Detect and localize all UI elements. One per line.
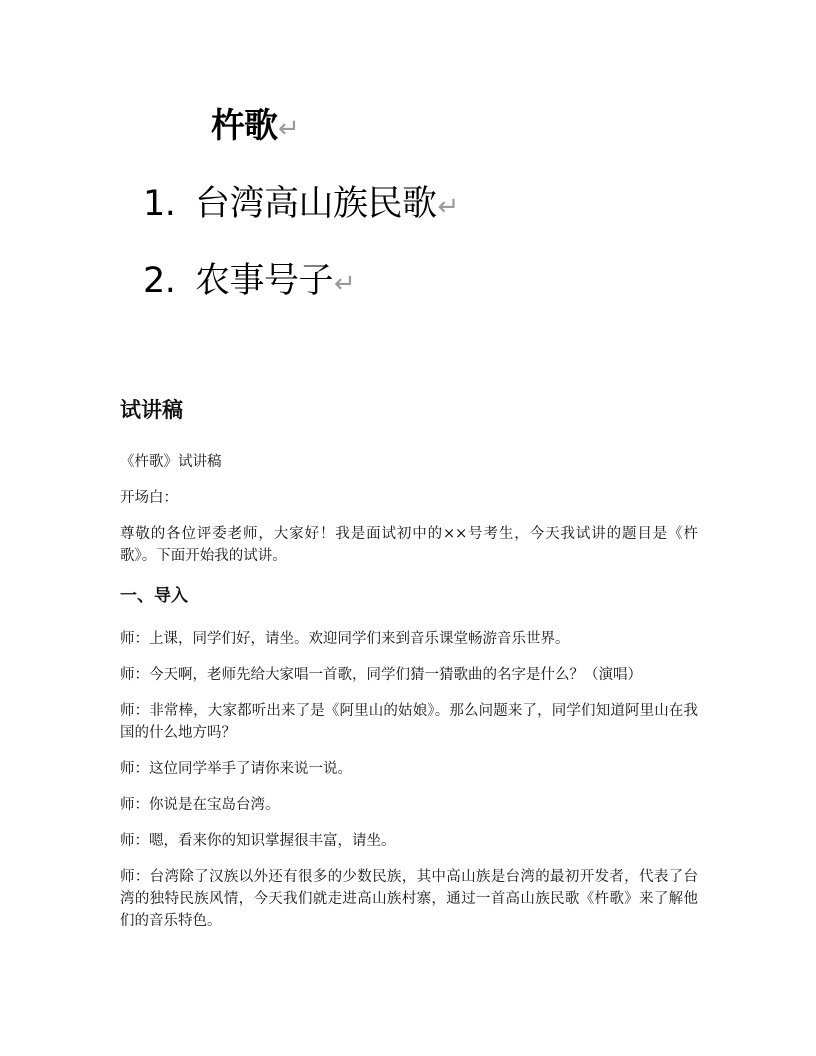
paragraph: 师：嗯，看来你的知识掌握很丰富，请坐。 [120, 833, 396, 849]
hero-list-text: 农事号子 [195, 261, 334, 301]
paragraph: 师：上课，同学们好，请坐。欢迎同学们来到音乐课堂畅游音乐世界。 [120, 631, 570, 647]
paragraph-opening-text: 尊敬的各位评委老师，大家好！我是面试初中的××号考生，今天我试讲的题目是《杵歌》。下面开始我的试讲。 [120, 526, 698, 564]
document-title: 试讲稿 [120, 398, 183, 422]
paragraph-mark-icon: ↵ [278, 114, 299, 144]
hero-list-number: 2. [143, 261, 176, 301]
hero-list-number: 1. [143, 184, 176, 224]
hero-list-text: 台湾高山族民歌 [195, 184, 437, 224]
paragraph-opening-label: 开场白： [120, 490, 178, 506]
hero-list-item-1 [143, 181, 459, 230]
paragraph-mark-icon: ↵ [334, 269, 356, 299]
section-heading-intro: 一、导入 [120, 586, 188, 606]
paragraph: 师：这位同学举手了请你来说一说。 [120, 761, 352, 777]
paragraph: 师：非常棒，大家都听出来了是《阿里山的姑娘》。那么问题来了，同学们知道阿里山在我国的什么地方吗？ [120, 703, 698, 741]
hero-title [211, 104, 299, 151]
paragraph: 师：今天啊，老师先给大家唱一首歌，同学们猜一猜歌曲的名字是什么？（演唱） [120, 667, 642, 683]
hero-list-item-2 [143, 258, 355, 307]
paragraph: 师：台湾除了汉族以外还有很多的少数民族，其中高山族是台湾的最初开发者，代表了台湾的独特民族风情，今天我们就走进高山族村寨，通过一首高山族民歌《杵歌》来了解他们的音乐特色。 [120, 869, 698, 929]
paragraph-lesson-title: 《杵歌》试讲稿 [120, 454, 222, 470]
paragraph-mark-icon: ↵ [437, 192, 459, 222]
paragraph: 师：你说是在宝岛台湾。 [120, 797, 280, 813]
hero-title-text: 杵歌 [211, 106, 277, 146]
